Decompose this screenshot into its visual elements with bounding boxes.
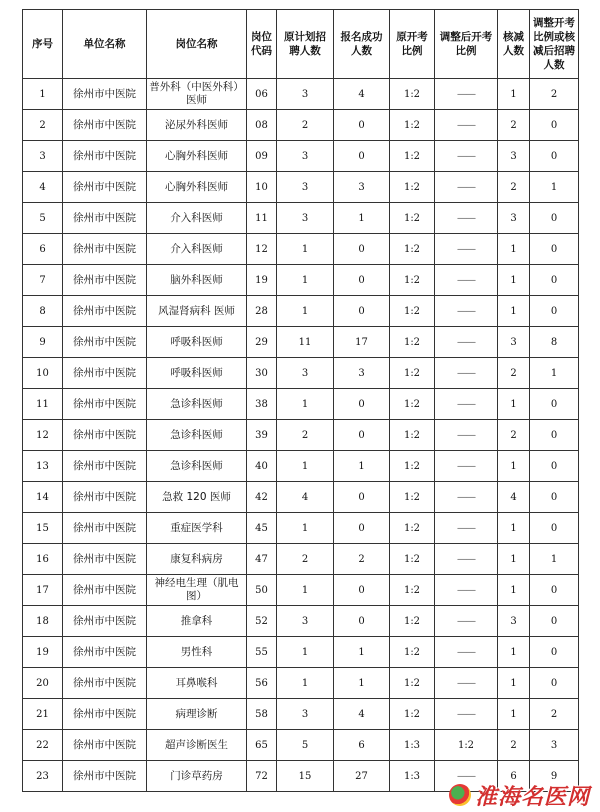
cell-unit-name: 徐州市中医院 xyxy=(63,79,147,110)
cell-original-ratio: 1:2 xyxy=(390,668,435,699)
cell-original-ratio: 1:2 xyxy=(390,141,435,172)
cell-unit-name: 徐州市中医院 xyxy=(63,265,147,296)
cell-position-name: 心胸外科医师 xyxy=(147,141,247,172)
cell-registered: 0 xyxy=(334,296,390,327)
cell-position-name: 康复科病房 xyxy=(147,544,247,575)
cell-position-name: 耳鼻喉科 xyxy=(147,668,247,699)
cell-reduced: 1 xyxy=(498,296,530,327)
cell-adjusted-ratio: —— xyxy=(435,203,498,234)
cell-position-name: 急诊科医师 xyxy=(147,389,247,420)
cell-original-ratio: 1:2 xyxy=(390,637,435,668)
cell-position-code: 11 xyxy=(247,203,277,234)
cell-position-code: 30 xyxy=(247,358,277,389)
cell-index: 6 xyxy=(23,234,63,265)
table-row xyxy=(23,203,579,234)
table-row xyxy=(23,296,579,327)
header-position-code: 岗位代码 xyxy=(247,10,277,79)
cell-adjusted-ratio: —— xyxy=(435,544,498,575)
cell-registered: 3 xyxy=(334,172,390,203)
cell-planned-hires: 3 xyxy=(277,79,334,110)
cell-registered: 2 xyxy=(334,544,390,575)
cell-registered: 0 xyxy=(334,420,390,451)
cell-position-code: 58 xyxy=(247,699,277,730)
cell-planned-hires: 15 xyxy=(277,761,334,792)
cell-registered: 27 xyxy=(334,761,390,792)
table-row xyxy=(23,575,579,606)
cell-reduced: 2 xyxy=(498,420,530,451)
table-row xyxy=(23,141,579,172)
cell-original-ratio: 1:2 xyxy=(390,544,435,575)
cell-unit-name: 徐州市中医院 xyxy=(63,296,147,327)
cell-position-name: 急诊科医师 xyxy=(147,451,247,482)
cell-original-ratio: 1:2 xyxy=(390,513,435,544)
cell-position-code: 55 xyxy=(247,637,277,668)
cell-final-hires: 1 xyxy=(530,358,579,389)
cell-final-hires: 1 xyxy=(530,544,579,575)
cell-position-name: 心胸外科医师 xyxy=(147,172,247,203)
cell-position-name: 普外科（中医外科）医师 xyxy=(147,79,247,110)
cell-original-ratio: 1:2 xyxy=(390,699,435,730)
cell-original-ratio: 1:2 xyxy=(390,79,435,110)
cell-original-ratio: 1:2 xyxy=(390,110,435,141)
table-row xyxy=(23,699,579,730)
watermark-text: 淮海名医网 xyxy=(474,783,590,810)
cell-original-ratio: 1:3 xyxy=(390,761,435,792)
cell-position-code: 29 xyxy=(247,327,277,358)
cell-index: 23 xyxy=(23,761,63,792)
table-header-row xyxy=(23,10,579,79)
cell-position-code: 09 xyxy=(247,141,277,172)
cell-final-hires: 0 xyxy=(530,389,579,420)
table-row xyxy=(23,513,579,544)
cell-planned-hires: 3 xyxy=(277,172,334,203)
cell-unit-name: 徐州市中医院 xyxy=(63,358,147,389)
cell-index: 5 xyxy=(23,203,63,234)
cell-unit-name: 徐州市中医院 xyxy=(63,668,147,699)
cell-planned-hires: 3 xyxy=(277,203,334,234)
cell-index: 11 xyxy=(23,389,63,420)
cell-position-name: 重症医学科 xyxy=(147,513,247,544)
cell-planned-hires: 2 xyxy=(277,544,334,575)
cell-unit-name: 徐州市中医院 xyxy=(63,482,147,513)
cell-index: 2 xyxy=(23,110,63,141)
cell-position-name: 呼吸科医师 xyxy=(147,327,247,358)
cell-planned-hires: 1 xyxy=(277,637,334,668)
cell-original-ratio: 1:2 xyxy=(390,327,435,358)
cell-index: 1 xyxy=(23,79,63,110)
cell-original-ratio: 1:2 xyxy=(390,358,435,389)
cell-reduced: 1 xyxy=(498,79,530,110)
cell-registered: 0 xyxy=(334,265,390,296)
cell-final-hires: 9 xyxy=(530,761,579,792)
cell-reduced: 2 xyxy=(498,172,530,203)
cell-position-code: 19 xyxy=(247,265,277,296)
cell-adjusted-ratio: 1:2 xyxy=(435,730,498,761)
header-index: 序号 xyxy=(23,10,63,79)
header-position-name: 岗位名称 xyxy=(147,10,247,79)
cell-adjusted-ratio: —— xyxy=(435,761,498,792)
cell-position-name: 男性科 xyxy=(147,637,247,668)
cell-reduced: 3 xyxy=(498,327,530,358)
table-row xyxy=(23,606,579,637)
cell-final-hires: 0 xyxy=(530,420,579,451)
cell-reduced: 3 xyxy=(498,141,530,172)
cell-position-name: 急救 120 医师 xyxy=(147,482,247,513)
cell-registered: 3 xyxy=(334,358,390,389)
table-row xyxy=(23,358,579,389)
cell-original-ratio: 1:2 xyxy=(390,451,435,482)
cell-index: 3 xyxy=(23,141,63,172)
cell-position-name: 脑外科医师 xyxy=(147,265,247,296)
cell-reduced: 1 xyxy=(498,389,530,420)
cell-position-code: 40 xyxy=(247,451,277,482)
cell-planned-hires: 3 xyxy=(277,141,334,172)
cell-registered: 0 xyxy=(334,513,390,544)
table-row xyxy=(23,79,579,110)
cell-adjusted-ratio: —— xyxy=(435,668,498,699)
cell-final-hires: 0 xyxy=(530,234,579,265)
cell-registered: 4 xyxy=(334,699,390,730)
cell-index: 20 xyxy=(23,668,63,699)
cell-final-hires: 0 xyxy=(530,575,579,606)
header-planned-hires: 原计划招聘人数 xyxy=(277,10,334,79)
table-row xyxy=(23,172,579,203)
cell-registered: 4 xyxy=(334,79,390,110)
cell-index: 18 xyxy=(23,606,63,637)
cell-reduced: 1 xyxy=(498,668,530,699)
cell-reduced: 2 xyxy=(498,358,530,389)
cell-adjusted-ratio: —— xyxy=(435,575,498,606)
header-reduced: 核减人数 xyxy=(498,10,530,79)
cell-unit-name: 徐州市中医院 xyxy=(63,327,147,358)
cell-reduced: 1 xyxy=(498,575,530,606)
cell-original-ratio: 1:2 xyxy=(390,420,435,451)
table-row xyxy=(23,327,579,358)
cell-final-hires: 2 xyxy=(530,699,579,730)
cell-unit-name: 徐州市中医院 xyxy=(63,730,147,761)
cell-index: 21 xyxy=(23,699,63,730)
cell-registered: 1 xyxy=(334,668,390,699)
cell-final-hires: 0 xyxy=(530,296,579,327)
table-row xyxy=(23,265,579,296)
cell-position-code: 38 xyxy=(247,389,277,420)
cell-registered: 1 xyxy=(334,203,390,234)
recruitment-adjustment-table xyxy=(22,9,579,792)
cell-adjusted-ratio: —— xyxy=(435,513,498,544)
cell-final-hires: 8 xyxy=(530,327,579,358)
cell-reduced: 2 xyxy=(498,110,530,141)
cell-final-hires: 0 xyxy=(530,606,579,637)
cell-original-ratio: 1:2 xyxy=(390,296,435,327)
cell-position-code: 28 xyxy=(247,296,277,327)
header-original-ratio: 原开考比例 xyxy=(390,10,435,79)
table-row xyxy=(23,234,579,265)
cell-registered: 0 xyxy=(334,141,390,172)
cell-position-name: 泌尿外科医师 xyxy=(147,110,247,141)
cell-reduced: 1 xyxy=(498,544,530,575)
cell-registered: 0 xyxy=(334,575,390,606)
cell-unit-name: 徐州市中医院 xyxy=(63,141,147,172)
cell-planned-hires: 2 xyxy=(277,420,334,451)
table-row xyxy=(23,482,579,513)
cell-planned-hires: 11 xyxy=(277,327,334,358)
cell-final-hires: 0 xyxy=(530,482,579,513)
cell-index: 15 xyxy=(23,513,63,544)
cell-adjusted-ratio: —— xyxy=(435,606,498,637)
cell-reduced: 1 xyxy=(498,513,530,544)
cell-planned-hires: 1 xyxy=(277,234,334,265)
cell-adjusted-ratio: —— xyxy=(435,141,498,172)
cell-adjusted-ratio: —— xyxy=(435,358,498,389)
cell-reduced: 1 xyxy=(498,699,530,730)
cell-reduced: 2 xyxy=(498,730,530,761)
cell-final-hires: 0 xyxy=(530,451,579,482)
cell-planned-hires: 1 xyxy=(277,575,334,606)
table-row xyxy=(23,451,579,482)
cell-index: 14 xyxy=(23,482,63,513)
cell-planned-hires: 1 xyxy=(277,389,334,420)
cell-original-ratio: 1:3 xyxy=(390,730,435,761)
cell-index: 7 xyxy=(23,265,63,296)
cell-planned-hires: 1 xyxy=(277,265,334,296)
cell-adjusted-ratio: —— xyxy=(435,172,498,203)
cell-position-name: 病理诊断 xyxy=(147,699,247,730)
cell-index: 22 xyxy=(23,730,63,761)
cell-registered: 1 xyxy=(334,451,390,482)
cell-unit-name: 徐州市中医院 xyxy=(63,234,147,265)
header-adjusted-ratio: 调整后开考比例 xyxy=(435,10,498,79)
watermark xyxy=(449,780,590,810)
cell-position-code: 08 xyxy=(247,110,277,141)
cell-position-name: 急诊科医师 xyxy=(147,420,247,451)
cell-final-hires: 0 xyxy=(530,110,579,141)
cell-adjusted-ratio: —— xyxy=(435,265,498,296)
cell-registered: 1 xyxy=(334,637,390,668)
table-row xyxy=(23,544,579,575)
cell-unit-name: 徐州市中医院 xyxy=(63,451,147,482)
cell-position-code: 10 xyxy=(247,172,277,203)
cell-reduced: 1 xyxy=(498,637,530,668)
cell-adjusted-ratio: —— xyxy=(435,389,498,420)
cell-planned-hires: 4 xyxy=(277,482,334,513)
cell-position-code: 65 xyxy=(247,730,277,761)
table-row xyxy=(23,668,579,699)
cell-adjusted-ratio: —— xyxy=(435,637,498,668)
cell-original-ratio: 1:2 xyxy=(390,203,435,234)
cell-position-name: 风湿肾病科 医师 xyxy=(147,296,247,327)
cell-adjusted-ratio: —— xyxy=(435,482,498,513)
cell-index: 19 xyxy=(23,637,63,668)
cell-position-name: 神经电生理（肌电图） xyxy=(147,575,247,606)
cell-unit-name: 徐州市中医院 xyxy=(63,637,147,668)
cell-original-ratio: 1:2 xyxy=(390,265,435,296)
cell-registered: 6 xyxy=(334,730,390,761)
cell-unit-name: 徐州市中医院 xyxy=(63,606,147,637)
cell-planned-hires: 1 xyxy=(277,668,334,699)
cell-index: 8 xyxy=(23,296,63,327)
cell-registered: 0 xyxy=(334,482,390,513)
cell-adjusted-ratio: —— xyxy=(435,327,498,358)
cell-registered: 17 xyxy=(334,327,390,358)
cell-unit-name: 徐州市中医院 xyxy=(63,420,147,451)
cell-original-ratio: 1:2 xyxy=(390,389,435,420)
cell-original-ratio: 1:2 xyxy=(390,482,435,513)
cell-index: 17 xyxy=(23,575,63,606)
cell-unit-name: 徐州市中医院 xyxy=(63,513,147,544)
cell-final-hires: 0 xyxy=(530,668,579,699)
cell-position-code: 72 xyxy=(247,761,277,792)
cell-index: 16 xyxy=(23,544,63,575)
cell-adjusted-ratio: —— xyxy=(435,296,498,327)
cell-final-hires: 0 xyxy=(530,141,579,172)
cell-index: 10 xyxy=(23,358,63,389)
cell-position-code: 56 xyxy=(247,668,277,699)
cell-planned-hires: 1 xyxy=(277,513,334,544)
cell-planned-hires: 1 xyxy=(277,296,334,327)
cell-adjusted-ratio: —— xyxy=(435,79,498,110)
cell-reduced: 1 xyxy=(498,265,530,296)
cell-unit-name: 徐州市中医院 xyxy=(63,575,147,606)
cell-planned-hires: 3 xyxy=(277,358,334,389)
cell-index: 12 xyxy=(23,420,63,451)
cell-position-code: 52 xyxy=(247,606,277,637)
table-row xyxy=(23,110,579,141)
table-row xyxy=(23,420,579,451)
cell-position-code: 39 xyxy=(247,420,277,451)
site-logo-icon xyxy=(449,784,471,806)
header-unit-name: 单位名称 xyxy=(63,10,147,79)
cell-planned-hires: 5 xyxy=(277,730,334,761)
cell-original-ratio: 1:2 xyxy=(390,172,435,203)
cell-final-hires: 3 xyxy=(530,730,579,761)
cell-planned-hires: 2 xyxy=(277,110,334,141)
cell-reduced: 3 xyxy=(498,203,530,234)
table-row xyxy=(23,389,579,420)
cell-original-ratio: 1:2 xyxy=(390,606,435,637)
cell-unit-name: 徐州市中医院 xyxy=(63,699,147,730)
cell-position-name: 推拿科 xyxy=(147,606,247,637)
cell-final-hires: 0 xyxy=(530,637,579,668)
cell-adjusted-ratio: —— xyxy=(435,234,498,265)
cell-index: 13 xyxy=(23,451,63,482)
cell-unit-name: 徐州市中医院 xyxy=(63,761,147,792)
cell-position-code: 42 xyxy=(247,482,277,513)
cell-final-hires: 0 xyxy=(530,513,579,544)
cell-adjusted-ratio: —— xyxy=(435,451,498,482)
cell-reduced: 4 xyxy=(498,482,530,513)
cell-reduced: 6 xyxy=(498,761,530,792)
header-registered: 报名成功人数 xyxy=(334,10,390,79)
table-row xyxy=(23,637,579,668)
cell-adjusted-ratio: —— xyxy=(435,420,498,451)
cell-original-ratio: 1:2 xyxy=(390,234,435,265)
cell-registered: 0 xyxy=(334,606,390,637)
cell-original-ratio: 1:2 xyxy=(390,575,435,606)
cell-adjusted-ratio: —— xyxy=(435,699,498,730)
cell-planned-hires: 3 xyxy=(277,606,334,637)
cell-unit-name: 徐州市中医院 xyxy=(63,110,147,141)
cell-final-hires: 0 xyxy=(530,203,579,234)
cell-unit-name: 徐州市中医院 xyxy=(63,544,147,575)
cell-planned-hires: 1 xyxy=(277,451,334,482)
cell-registered: 0 xyxy=(334,389,390,420)
cell-unit-name: 徐州市中医院 xyxy=(63,389,147,420)
cell-final-hires: 2 xyxy=(530,79,579,110)
cell-position-name: 超声诊断医生 xyxy=(147,730,247,761)
cell-registered: 0 xyxy=(334,234,390,265)
cell-position-code: 06 xyxy=(247,79,277,110)
cell-reduced: 1 xyxy=(498,451,530,482)
cell-final-hires: 0 xyxy=(530,265,579,296)
cell-index: 4 xyxy=(23,172,63,203)
cell-position-name: 门诊草药房 xyxy=(147,761,247,792)
cell-position-name: 呼吸科医师 xyxy=(147,358,247,389)
cell-position-name: 介入科医师 xyxy=(147,203,247,234)
cell-final-hires: 1 xyxy=(530,172,579,203)
cell-planned-hires: 3 xyxy=(277,699,334,730)
cell-position-code: 45 xyxy=(247,513,277,544)
cell-adjusted-ratio: —— xyxy=(435,110,498,141)
table-row xyxy=(23,730,579,761)
cell-reduced: 3 xyxy=(498,606,530,637)
cell-position-code: 50 xyxy=(247,575,277,606)
cell-position-name: 介入科医师 xyxy=(147,234,247,265)
cell-index: 9 xyxy=(23,327,63,358)
header-final-hires: 调整开考比例或核减后招聘人数 xyxy=(530,10,579,79)
cell-registered: 0 xyxy=(334,110,390,141)
cell-unit-name: 徐州市中医院 xyxy=(63,203,147,234)
cell-unit-name: 徐州市中医院 xyxy=(63,172,147,203)
cell-reduced: 1 xyxy=(498,234,530,265)
cell-position-code: 12 xyxy=(247,234,277,265)
cell-position-code: 47 xyxy=(247,544,277,575)
